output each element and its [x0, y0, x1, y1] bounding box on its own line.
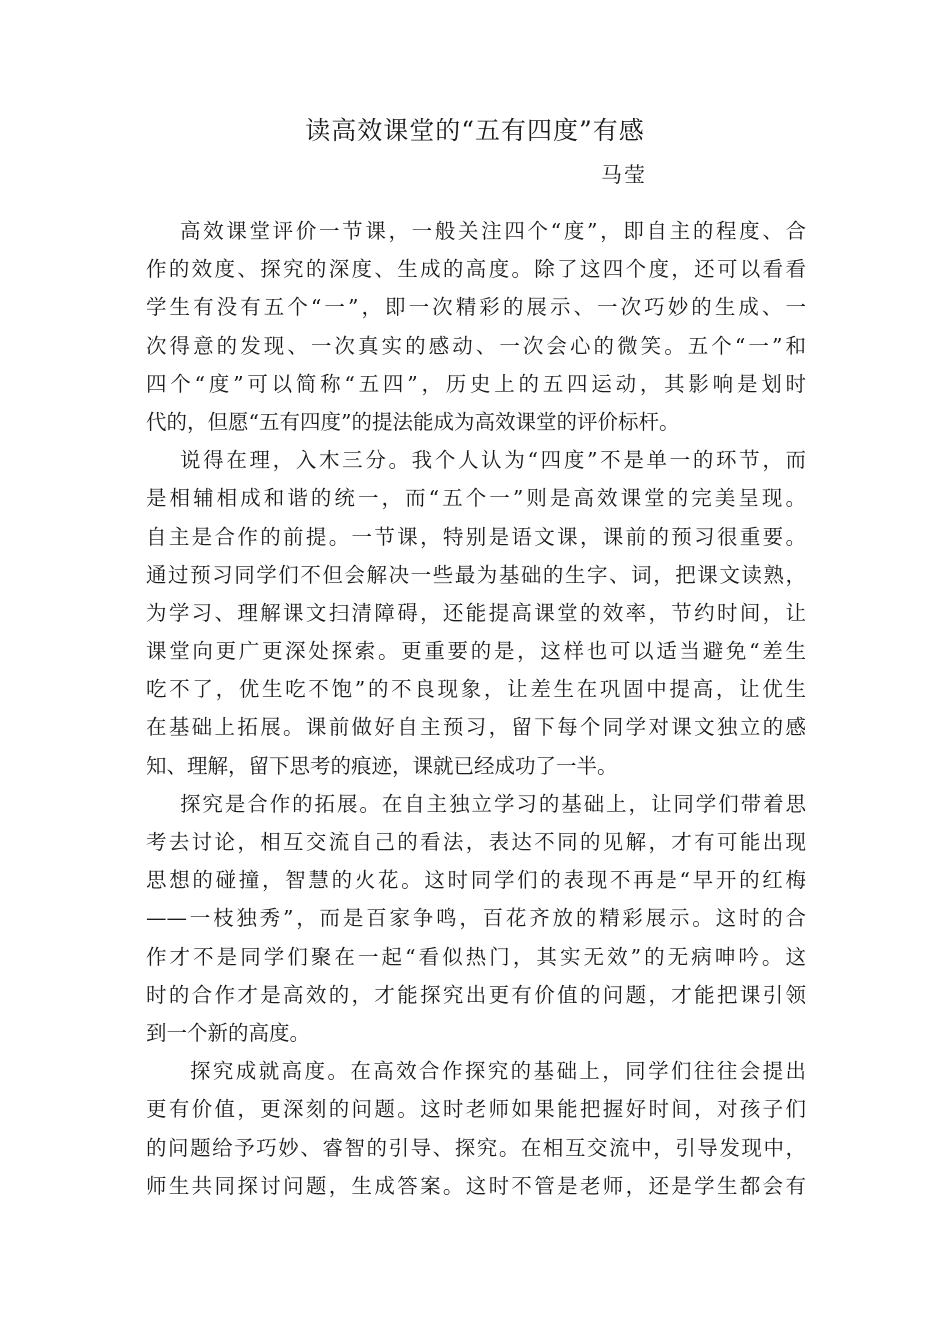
text-line: 知、理解，留下思考的痕迹，课就已经成功了一半。	[146, 753, 618, 778]
text-line: ——一枝独秀”，而是百家争鸣，百花齐放的精彩展示。这时的合	[146, 906, 806, 931]
text-line: 作的效度、探究的深度、生成的高度。除了这四个度，还可以看看	[146, 257, 806, 282]
author-name: 马莹	[601, 163, 647, 187]
text-line: 考去讨论，相互交流自己的看法，表达不同的见解，才有可能出现	[146, 830, 806, 854]
document-title: 读高效课堂的“五有四度”有感	[305, 116, 645, 145]
text-line: 的问题给予巧妙、睿智的引导、探究。在相互交流中，引导发现中，	[146, 1135, 806, 1160]
text-line: 说得在理，入木三分。我个人认为“四度”不是单一的环节，而	[180, 448, 806, 473]
text-line: 次得意的发现、一次真实的感动、一次会心的微笑。五个“一”和	[146, 333, 806, 358]
paragraph	[146, 1052, 806, 1205]
text-line: 探究成就高度。在高效合作探究的基础上，同学们往往会提出	[190, 1059, 806, 1084]
paragraph	[146, 441, 806, 785]
text-line: 在基础上拓展。课前做好自主预习，留下每个同学对课文独立的感	[146, 715, 806, 740]
text-line: 是相辅相成和谐的统一，而“五个一”则是高效课堂的完美呈现。	[146, 486, 806, 511]
text-line: 自主是合作的前提。一节课，特别是语文课，课前的预习很重要。	[146, 524, 806, 549]
text-line: 为学习、理解课文扫清障碍，还能提高课堂的效率，节约时间，让	[146, 600, 806, 625]
text-line: 思想的碰撞，智慧的火花。这时同学们的表现不再是“早开的红梅	[146, 868, 806, 893]
text-line: 高效课堂评价一节课，一般关注四个“度”，即自主的程度、合	[180, 219, 806, 243]
document-body	[146, 212, 806, 1205]
text-line: 代的，但愿“五有四度”的提法能成为高效课堂的评价标杆。	[146, 409, 680, 434]
text-line: 吃不了，优生吃不饱”的不良现象，让差生在巩固中提高，让优生	[146, 677, 806, 702]
text-line: 师生共同探讨问题，生成答案。这时不管是老师，还是学生都会有	[146, 1173, 806, 1198]
text-line: 时的合作才是高效的，才能探究出更有价值的问题，才能把课引领	[146, 982, 806, 1007]
text-line: 作才不是同学们聚在一起“看似热门，其实无效”的无病呻吟。这	[146, 944, 806, 969]
text-line: 探究是合作的拓展。在自主独立学习的基础上，让同学们带着思	[180, 791, 806, 816]
text-line: 通过预习同学们不但会解决一些最为基础的生字、词，把课文读熟，	[146, 562, 806, 587]
text-line: 课堂向更广更深处探索。更重要的是，这样也可以适当避免“差生	[146, 639, 806, 664]
text-line: 四个“度”可以简称“五四”，历史上的五四运动，其影响是划时	[146, 371, 806, 396]
text-line: 到一个新的高度。	[146, 1020, 310, 1045]
paragraph	[146, 785, 806, 1052]
text-line: 更有价值，更深刻的问题。这时老师如果能把握好时间，对孩子们	[146, 1097, 806, 1122]
text-line: 学生有没有五个“一”，即一次精彩的展示、一次巧妙的生成、一	[146, 295, 806, 320]
paragraph	[146, 212, 806, 441]
